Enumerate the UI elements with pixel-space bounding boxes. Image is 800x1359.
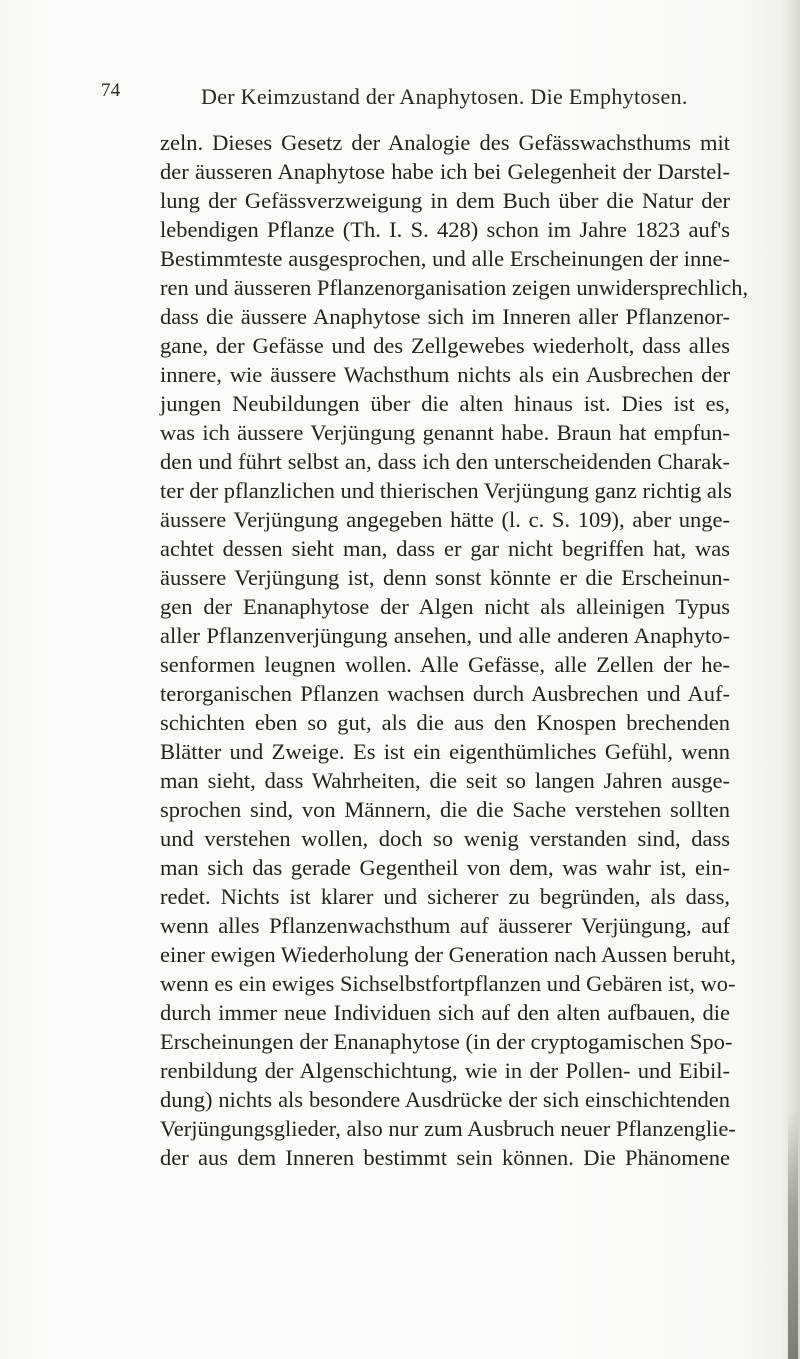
- text-line: wenn es ein ewiges Sichselbstfortpflanzen und Gebären ist, wo-: [160, 971, 736, 996]
- text-line: äussere Verjüngung angegeben hätte (l. c. S. 109), aber unge-: [160, 507, 730, 532]
- text-line: schichten eben so gut, als die aus den Knospen brechenden: [160, 710, 730, 735]
- text-line: lung der Gefässverzweigung in dem Buch über die Natur der: [160, 188, 730, 213]
- text-line: man sieht, dass Wahrheiten, die seit so langen Jahren ausge-: [160, 768, 730, 793]
- text-line: renbildung der Algenschichtung, wie in der Pollen- und Eibil-: [160, 1058, 730, 1083]
- text-line: durch immer neue Individuen sich auf den alten aufbauen, die: [160, 1000, 730, 1025]
- text-line: der aus dem Inneren bestimmt sein können. Die Phänomene: [160, 1145, 730, 1170]
- text-line: senformen leugnen wollen. Alle Gefässe, alle Zellen der he-: [160, 652, 730, 677]
- text-line: zeln. Dieses Gesetz der Analogie des Gefässwachsthums mit: [160, 130, 730, 155]
- text-line: lebendigen Pflanze (Th. I. S. 428) schon im Jahre 1823 auf's: [160, 217, 730, 242]
- text-line: Erscheinungen der Enanaphytose (in der cryptogamischen Spo-: [160, 1029, 733, 1054]
- text-line: was ich äussere Verjüngung genannt habe. Braun hat empfun-: [160, 420, 730, 445]
- text-line: ter der pflanzlichen und thierischen Verjüngung ganz richtig als: [160, 478, 732, 503]
- body-text: [160, 128, 749, 1172]
- text-line: Blätter und Zweige. Es ist ein eigenthümliches Gefühl, wenn: [160, 739, 730, 764]
- text-line: wenn alles Pflanzenwachsthum auf äusserer Verjüngung, auf: [160, 913, 730, 938]
- text-line: Bestimmteste ausgesprochen, und alle Erscheinungen der inne-: [160, 246, 730, 271]
- text-line: den und führt selbst an, dass ich den unterscheidenden Charak-: [160, 449, 730, 474]
- text-line: man sich das gerade Gegentheil von dem, was wahr ist, ein-: [160, 855, 730, 880]
- text-line: gen der Enanaphytose der Algen nicht als alleinigen Typus: [160, 594, 730, 619]
- text-line: gane, der Gefässe und des Zellgewebes wiederholt, dass alles: [160, 333, 730, 358]
- running-header: [101, 80, 701, 114]
- text-line: und verstehen wollen, doch so wenig verstanden sind, dass: [160, 826, 730, 851]
- running-title: Der Keimzustand der Anaphytosen. Die Emphytosen.: [201, 84, 688, 109]
- text-line: dass die äussere Anaphytose sich im Inneren aller Pflanzenor-: [160, 304, 730, 329]
- text-line: jungen Neubildungen über die alten hinaus ist. Dies ist es,: [160, 391, 730, 416]
- text-line: ren und äusseren Pflanzenorganisation zeigen unwidersprechlich,: [160, 275, 749, 300]
- text-line: redet. Nichts ist klarer und sicherer zu begründen, als dass,: [160, 884, 730, 909]
- text-line: Verjüngungsglieder, also nur zum Ausbruch neuer Pflanzenglie-: [160, 1116, 736, 1141]
- text-line: dung) nichts als besondere Ausdrücke der sich einschichtenden: [160, 1087, 730, 1112]
- text-line: innere, wie äussere Wachsthum nichts als ein Ausbrechen der: [160, 362, 730, 387]
- text-line: sprochen sind, von Männern, die die Sache verstehen sollten: [160, 797, 730, 822]
- text-line: äussere Verjüngung ist, denn sonst könnte er die Erscheinun-: [160, 565, 730, 590]
- page-edge-binding: [788, 1110, 798, 1359]
- text-line: einer ewigen Wiederholung der Generation nach Aussen beruht,: [160, 942, 736, 967]
- text-line: aller Pflanzenverjüngung ansehen, und alle anderen Anaphyto-: [160, 623, 730, 648]
- text-line: der äusseren Anaphytose habe ich bei Gelegenheit der Darstel-: [160, 159, 730, 184]
- text-line: achtet dessen sieht man, dass er gar nicht begriffen hat, was: [160, 536, 730, 561]
- text-line: terorganischen Pflanzen wachsen durch Ausbrechen und Auf-: [160, 681, 730, 706]
- page-number: 74: [101, 80, 121, 101]
